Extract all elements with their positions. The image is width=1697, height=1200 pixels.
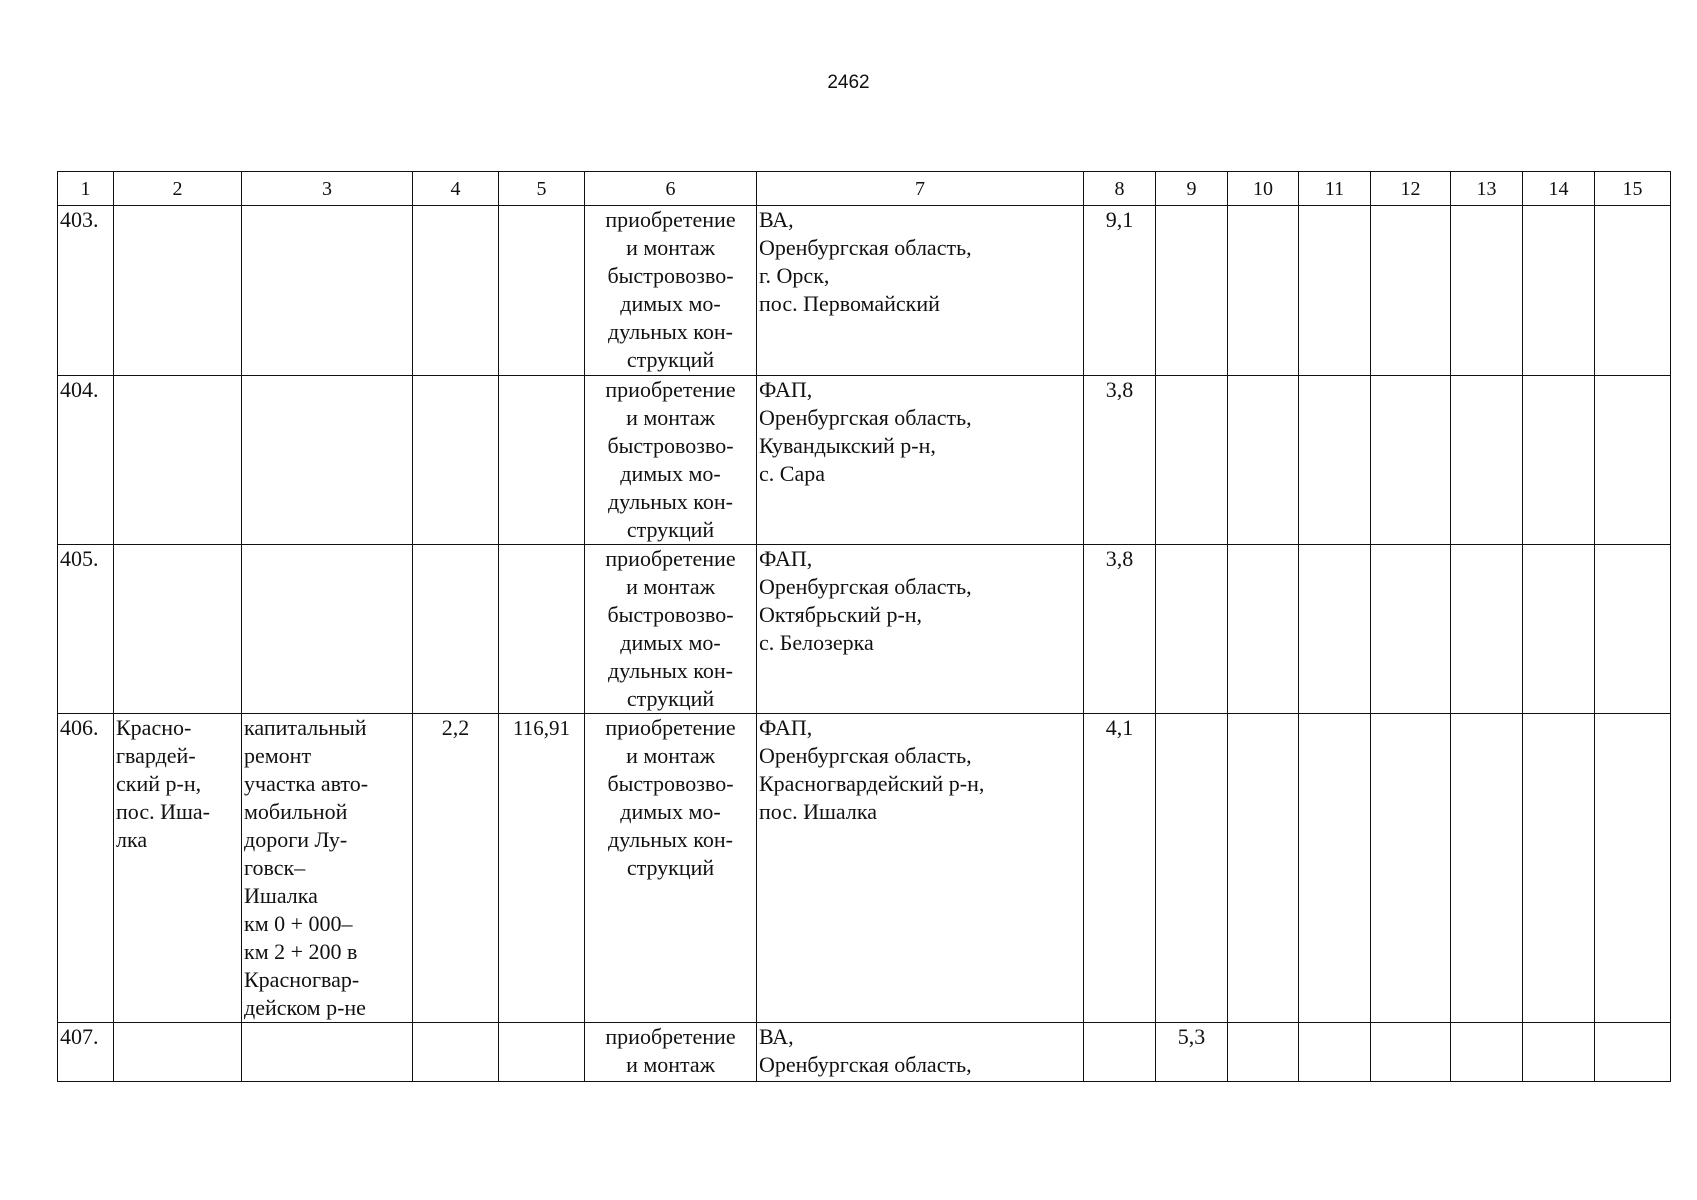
table-header-row [58, 172, 1671, 206]
column-header: 15 [1595, 172, 1671, 206]
row-number: 404. [58, 376, 114, 545]
empty-cell [1451, 545, 1523, 714]
value-cell: 4,1 [1084, 714, 1156, 1023]
empty-cell [1595, 1023, 1671, 1082]
length-cell [413, 376, 499, 545]
column-header: 9 [1156, 172, 1228, 206]
column-header: 11 [1299, 172, 1371, 206]
road-work-cell [242, 376, 413, 545]
empty-cell [1595, 714, 1671, 1023]
value-cell [1156, 714, 1228, 1023]
empty-cell [1299, 1023, 1371, 1082]
empty-cell [1299, 545, 1371, 714]
facility-cell: ВА, Оренбургская область, [757, 1023, 1084, 1082]
road-work-cell [242, 545, 413, 714]
facility-cell: ФАП, Оренбургская область, Кувандыкский р-н, с. Сара [757, 376, 1084, 545]
work-type-cell: приобретение и монтаж быстровозво- димых мо- дульных кон- струкций [585, 545, 757, 714]
empty-cell [1451, 376, 1523, 545]
row-number: 403. [58, 206, 114, 376]
data-table [57, 171, 1671, 1082]
facility-cell: ФАП, Оренбургская область, Красногвардейский р-н, пос. Ишалка [757, 714, 1084, 1023]
empty-cell [1595, 376, 1671, 545]
value-cell [1156, 206, 1228, 376]
empty-cell [1299, 376, 1371, 545]
table-row [58, 206, 1671, 376]
work-type-cell: приобретение и монтаж быстровозво- димых мо- дульных кон- струкций [585, 376, 757, 545]
column-header: 8 [1084, 172, 1156, 206]
row-number: 405. [58, 545, 114, 714]
value-cell: 3,8 [1084, 545, 1156, 714]
work-type-cell: приобретение и монтаж быстровозво- димых мо- дульных кон- струкций [585, 206, 757, 376]
value-cell: 9,1 [1084, 206, 1156, 376]
empty-cell [1371, 714, 1451, 1023]
column-header: 2 [114, 172, 242, 206]
cost-cell [499, 376, 585, 545]
empty-cell [1371, 376, 1451, 545]
empty-cell [1451, 206, 1523, 376]
empty-cell [1451, 714, 1523, 1023]
empty-cell [1595, 206, 1671, 376]
value-cell [1156, 376, 1228, 545]
district-cell [114, 1023, 242, 1082]
column-header: 5 [499, 172, 585, 206]
empty-cell [1299, 714, 1371, 1023]
column-header: 13 [1451, 172, 1523, 206]
page-number: 2462 [827, 72, 870, 93]
column-header: 1 [58, 172, 114, 206]
table-row [58, 376, 1671, 545]
value-cell [1156, 545, 1228, 714]
row-number: 406. [58, 714, 114, 1023]
district-cell: Красно- гвардей- ский р-н, пос. Иша- лка [114, 714, 242, 1023]
empty-cell [1523, 545, 1595, 714]
road-work-cell: капитальный ремонт участка авто- мобильной дороги Лу- говск– Ишалка км 0 + 000– км 2 + 200 в Красногвар- дейском р-не [242, 714, 413, 1023]
value-cell: 3,8 [1084, 376, 1156, 545]
empty-cell [1595, 545, 1671, 714]
facility-cell: ВА, Оренбургская область, г. Орск, пос. Первомайский [757, 206, 1084, 376]
row-number: 407. [58, 1023, 114, 1082]
road-work-cell [242, 1023, 413, 1082]
empty-cell [1371, 1023, 1451, 1082]
empty-cell [1451, 1023, 1523, 1082]
table-row [58, 1023, 1671, 1082]
district-cell [114, 206, 242, 376]
cost-cell: 116,91 [499, 714, 585, 1023]
facility-cell: ФАП, Оренбургская область, Октябрьский р-н, с. Белозерка [757, 545, 1084, 714]
empty-cell [1523, 714, 1595, 1023]
empty-cell [1523, 376, 1595, 545]
value-cell [1084, 1023, 1156, 1082]
district-cell [114, 545, 242, 714]
column-header: 14 [1523, 172, 1595, 206]
empty-cell [1371, 545, 1451, 714]
empty-cell [1228, 376, 1299, 545]
table-row [58, 545, 1671, 714]
column-header: 3 [242, 172, 413, 206]
work-type-cell: приобретение и монтаж быстровозво- димых мо- дульных кон- струкций [585, 714, 757, 1023]
column-header: 12 [1371, 172, 1451, 206]
empty-cell [1299, 206, 1371, 376]
table-row [58, 714, 1671, 1023]
length-cell [413, 1023, 499, 1082]
cost-cell [499, 206, 585, 376]
empty-cell [1523, 1023, 1595, 1082]
length-cell [413, 545, 499, 714]
column-header: 4 [413, 172, 499, 206]
empty-cell [1228, 545, 1299, 714]
empty-cell [1228, 1023, 1299, 1082]
empty-cell [1228, 714, 1299, 1023]
empty-cell [1228, 206, 1299, 376]
road-work-cell [242, 206, 413, 376]
value-cell: 5,3 [1156, 1023, 1228, 1082]
cost-cell [499, 1023, 585, 1082]
column-header: 6 [585, 172, 757, 206]
work-type-cell: приобретение и монтаж [585, 1023, 757, 1082]
district-cell [114, 376, 242, 545]
length-cell: 2,2 [413, 714, 499, 1023]
empty-cell [1523, 206, 1595, 376]
length-cell [413, 206, 499, 376]
cost-cell [499, 545, 585, 714]
column-header: 10 [1228, 172, 1299, 206]
column-header: 7 [757, 172, 1084, 206]
empty-cell [1371, 206, 1451, 376]
